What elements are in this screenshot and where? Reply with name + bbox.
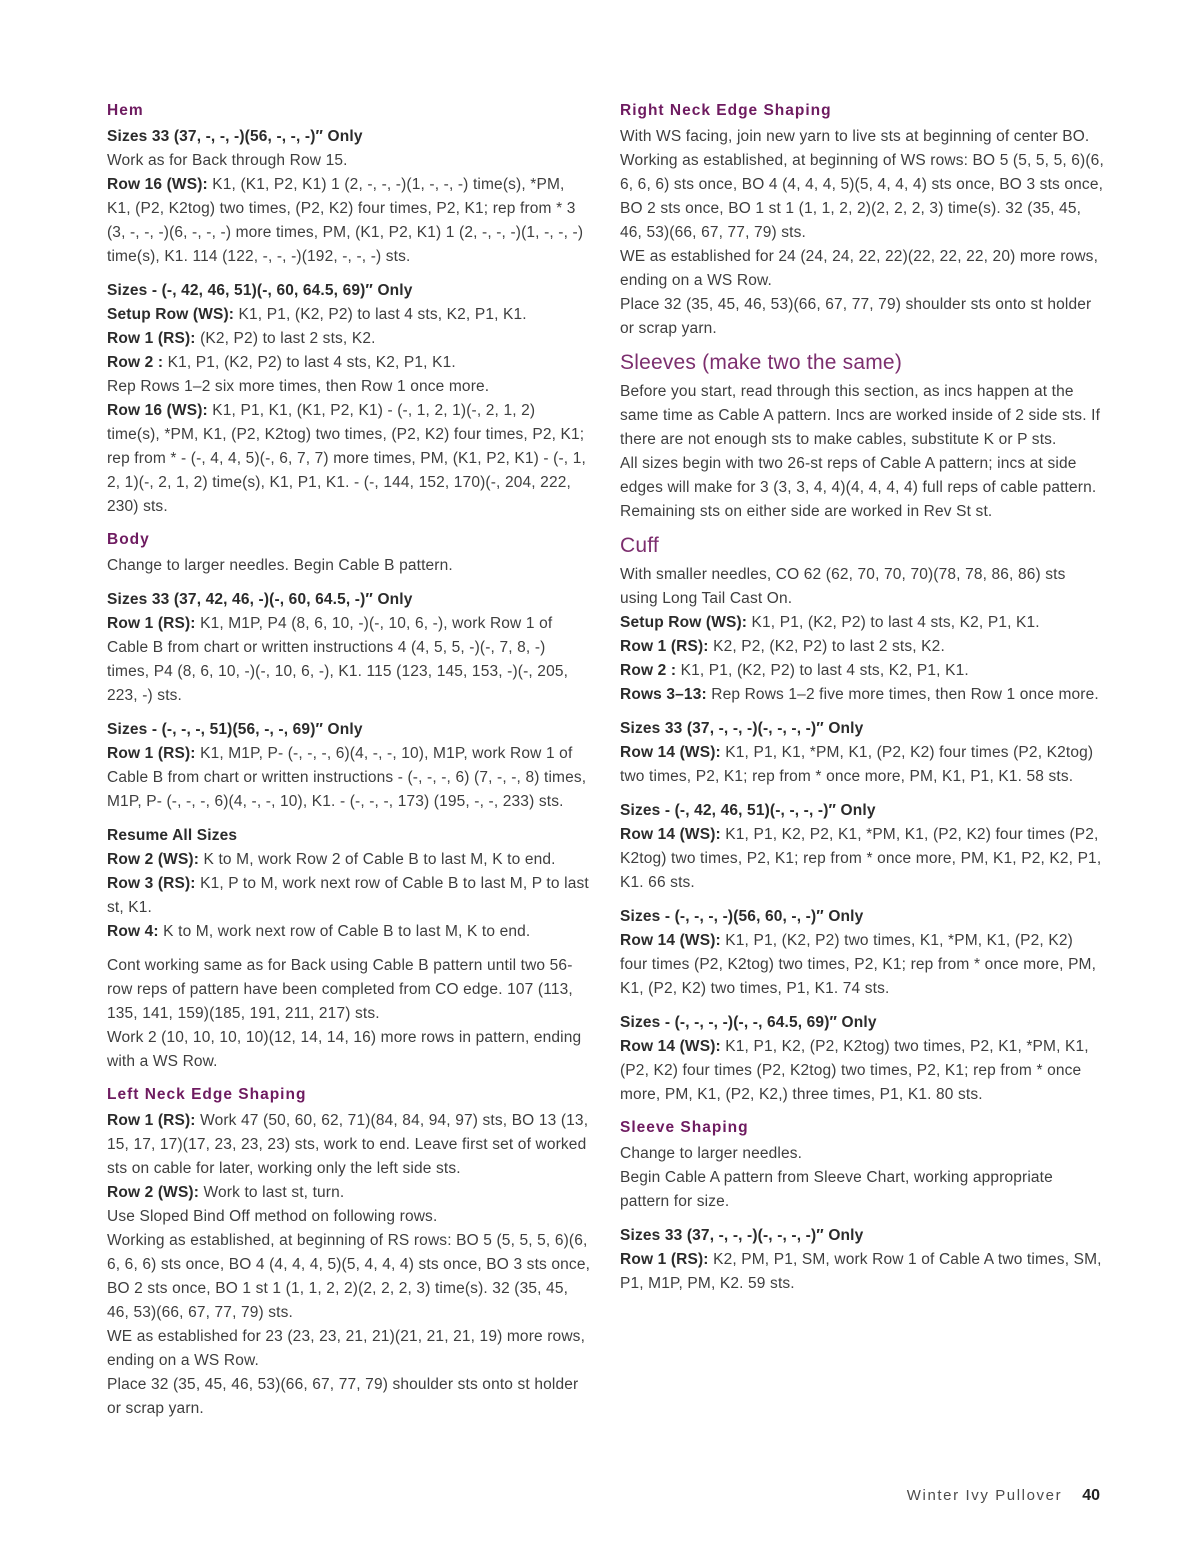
pattern-paragraph [620,1248,1104,1296]
bold-run: Sizes - (-, -, -, -)(-, -, 64.5, 69)″ Only [620,1014,877,1031]
pattern-paragraph [620,125,1104,149]
pattern-paragraph [620,611,1104,635]
text-run: K2, P2, (K2, P2) to last 2 sts, K2. [713,638,945,655]
text-run: K1, P1, (K2, P2) to last 4 sts, K2, P1, K1. [238,306,527,323]
text-run: All sizes begin with two 26-st reps of Cable A pattern; incs at side edges will make for 3 (3, 3, 4, 4)(4, 4, 4, 4) full reps of cable pattern. Remaining sts on either side are worked in Rev St st. [620,455,1097,520]
text-run: Change to larger needles. [620,1145,803,1162]
text-run: Place 32 (35, 45, 46, 53)(66, 67, 77, 79) shoulder sts onto st holder or scrap yarn. [107,1376,579,1417]
pattern-paragraph [620,905,1104,929]
bold-run: Sizes - (-, 42, 46, 51)(-, -, -, -)″ Only [620,802,876,819]
pattern-paragraph [620,1224,1104,1248]
pattern-paragraph [620,1142,1104,1166]
text-run: With smaller needles, CO 62 (62, 70, 70, 70)(78, 78, 86, 86) sts using Long Tail Cast On. [620,566,1066,607]
text-run: Work to last st, turn. [203,1184,345,1201]
text-run: K1, P to M, work next row of Cable B to last M, P to last st, K1. [107,875,589,916]
text-run: K1, P1, K1, *PM, K1, (P2, K2) four times (P2, K2tog) two times, P2, K1; rep from * once more, PM, K1, P1, K1. 58 sts. [620,744,1094,785]
pattern-paragraph [107,1109,591,1181]
bold-run: Row 14 (WS): [620,826,726,843]
pattern-paragraph [620,741,1104,789]
pattern-paragraph [620,293,1104,341]
text-run: K1, P1, (K2, P2) two times, K1, *PM, K1, (P2, K2) four times (P2, K2tog) two times, P2, K1; rep from * once more, PM, K1, (P2, K2) two times, P1, K1. 74 sts. [620,932,1097,997]
bold-run: Row 2 : [620,662,681,679]
pattern-paragraph [620,149,1104,245]
pattern-paragraph [107,554,591,578]
pattern-paragraph [620,563,1104,611]
text-run: K2, PM, P1, SM, work Row 1 of Cable A two times, SM, P1, M1P, PM, K2. 59 sts. [620,1251,1102,1292]
text-run: K1, M1P, P- (-, -, -, 6)(4, -, -, 10), M1P, work Row 1 of Cable B from chart or written instructions - (-, -, -, 6) (7, -, -, 8) times, M1P, P- (-, -, -, 6)(4, -, -, 10), K1. - (-, -, -, 173) (195, -, -, 233) sts. [107,745,587,810]
bold-run: Rows 3–13: [620,686,712,703]
bold-run: Row 14 (WS): [620,744,726,761]
text-run: K1, P1, (K2, P2) to last 4 sts, K2, P1, K1. [167,354,456,371]
pattern-paragraph [107,375,591,399]
text-run: K1, P1, (K2, P2) to last 4 sts, K2, P1, K1. [751,614,1040,631]
pattern-paragraph [107,1325,591,1373]
bold-run: Sizes 33 (37, -, -, -)(-, -, -, -)″ Only [620,720,864,737]
pattern-paragraph [620,1166,1104,1214]
text-run: Rep Rows 1–2 five more times, then Row 1 once more. [711,686,1099,703]
pattern-paragraph [107,351,591,375]
bold-run: Row 1 (RS): [107,1112,201,1129]
bold-run: Sizes 33 (37, -, -, -)(56, -, -, -)″ Only [107,128,363,145]
bold-run: Sizes - (-, -, -, -)(56, 60, -, -)″ Only [620,908,864,925]
bold-run: Resume All Sizes [107,827,238,844]
pattern-paragraph [620,1011,1104,1035]
text-run: K1, P1, K2, P2, K1, *PM, K1, (P2, K2) four times (P2, K2tog) two times, P2, K1; rep from * once more, PM, K1, P2, K2, P1, K1. 66 sts. [620,826,1102,891]
bold-run: Sizes 33 (37, 42, 46, -)(-, 60, 64.5, -)″ Only [107,591,413,608]
bold-run: Setup Row (WS): [620,614,752,631]
pattern-paragraph [107,1205,591,1229]
pattern-paragraph [620,683,1104,707]
text-run: K1, P1, K1, (K1, P2, K1) - (-, 1, 2, 1)(-, 2, 1, 2) time(s), *PM, K1, (P2, K2tog) two times, (P2, K2) four times, P2, K1; rep from * - (-, 4, 4, 5)(-, 6, 7, 7) more times, PM, (K1, P2, K1) - (-, 1, 2, 1)(-, 2, 1, 2) time(s), K1, P1, K1. - (-, 144, 152, 170)(-, 204, 222, 230) sts. [107,402,586,515]
pattern-paragraph [107,718,591,742]
text-run: Place 32 (35, 45, 46, 53)(66, 67, 77, 79) shoulder sts onto st holder or scrap yarn. [620,296,1092,337]
footer-title: Winter Ivy Pullover [906,1487,1063,1504]
text-run: Working as established, at beginning of RS rows: BO 5 (5, 5, 5, 6)(6, 6, 6, 6) sts once, BO 4 (4, 4, 4, 5)(5, 4, 4, 4) sts once, BO 3 sts once, BO 2 sts once, BO 1 st 1 (1, 1, 2, 2)(2, 2, 2, 3) time(s). 32 (35, 45, 46, 53)(66, 67, 77, 79) sts. [107,1232,591,1321]
pattern-paragraph [107,588,591,612]
bold-run: Row 2 : [107,354,168,371]
section-heading: Sleeve Shaping [620,1119,749,1136]
pattern-paragraph [107,279,591,303]
text-run: K to M, work Row 2 of Cable B to last M, K to end. [203,851,556,868]
text-run: Before you start, read through this section, as incs happen at the same time as Cable A pattern. Incs are worked inside of 2 side sts. If there are not enough sts to make cables, substitute K or P sts. [620,383,1101,448]
section-heading-large: Cuff [620,534,659,557]
bold-run: Row 2 (WS): [107,851,204,868]
pattern-paragraph [107,742,591,814]
pattern-paragraph [107,872,591,920]
pattern-paragraph [620,452,1104,524]
section-heading: Right Neck Edge Shaping [620,102,832,119]
bold-run: Row 1 (RS): [107,330,201,347]
pattern-paragraph [620,659,1104,683]
pattern-paragraph [107,954,591,1026]
bold-run: Row 14 (WS): [620,932,726,949]
section-heading: Hem [107,102,144,119]
text-run: Working as established, at beginning of WS rows: BO 5 (5, 5, 5, 6)(6, 6, 6, 6) sts once, BO 4 (4, 4, 4, 5)(5, 4, 4, 4) sts once, BO 3 sts once, BO 2 sts once, BO 1 st 1 (1, 1, 2, 2)(2, 2, 2, 3) time(s). 32 (35, 45, 46, 53)(66, 67, 77, 79) sts. [620,152,1104,241]
section-heading: Body [107,531,150,548]
bold-run: Row 4: [107,923,164,940]
pattern-paragraph [107,920,591,944]
pattern-paragraph [107,1229,591,1325]
pattern-paragraph [107,824,591,848]
pattern-paragraph [107,173,591,269]
pattern-paragraph [107,125,591,149]
text-run: K1, P1, K2, (P2, K2tog) two times, P2, K1, *PM, K1, (P2, K2) four times (P2, K2tog) two times, P2, K1; rep from * once more, PM, K1, (P2, K2,) three times, P1, K1. 80 sts. [620,1038,1089,1103]
text-run: Cont working same as for Back using Cable B pattern until two 56-row reps of pattern have been completed from CO edge. 107 (113, 135, 141, 159)(185, 191, 211, 217) sts. [107,957,573,1022]
text-run: Rep Rows 1–2 six more times, then Row 1 once more. [107,378,490,395]
pattern-paragraph [620,245,1104,293]
text-run: Use Sloped Bind Off method on following rows. [107,1208,438,1225]
text-run: Begin Cable A pattern from Sleeve Chart, working appropriate pattern for size. [620,1169,1053,1210]
pattern-paragraph [620,799,1104,823]
text-run: Change to larger needles. Begin Cable B pattern. [107,557,453,574]
column-right [620,99,1104,1296]
text-run: With WS facing, join new yarn to live sts at beginning of center BO. [620,128,1090,145]
text-run: (K2, P2) to last 2 sts, K2. [200,330,376,347]
pattern-paragraph [107,612,591,708]
text-run: K1, P1, (K2, P2) to last 4 sts, K2, P1, K1. [680,662,969,679]
bold-run: Row 1 (RS): [620,638,714,655]
pattern-paragraph [107,1181,591,1205]
pattern-paragraph [620,635,1104,659]
bold-run: Row 3 (RS): [107,875,201,892]
pattern-paragraph [620,929,1104,1001]
bold-run: Row 14 (WS): [620,1038,726,1055]
pattern-paragraph [107,149,591,173]
bold-run: Row 16 (WS): [107,402,213,419]
section-heading: Left Neck Edge Shaping [107,1086,307,1103]
bold-run: Setup Row (WS): [107,306,239,323]
bold-run: Row 1 (RS): [107,615,201,632]
text-run: Work 47 (50, 60, 62, 71)(84, 84, 94, 97) sts, BO 13 (13, 15, 17, 17)(17, 23, 23, 23) sts, work to end. Leave first set of worked sts on cable for later, working only the left side sts. [107,1112,589,1177]
pattern-paragraph [620,380,1104,452]
pattern-paragraph [107,303,591,327]
pattern-paragraph [107,1026,591,1074]
text-run: Work 2 (10, 10, 10, 10)(12, 14, 14, 16) more rows in pattern, ending with a WS Row. [107,1029,582,1070]
text-run: WE as established for 23 (23, 23, 21, 21)(21, 21, 21, 19) more rows, ending on a WS Row. [107,1328,586,1369]
bold-run: Row 2 (WS): [107,1184,204,1201]
bold-run: Row 1 (RS): [107,745,201,762]
pattern-paragraph [107,848,591,872]
page-number: 40 [1082,1487,1100,1504]
section-heading-large: Sleeves (make two the same) [620,351,903,374]
bold-run: Row 1 (RS): [620,1251,714,1268]
pattern-paragraph [107,1373,591,1421]
text-run: K1, (K1, P2, K1) 1 (2, -, -, -)(1, -, -, -) time(s), *PM, K1, (P2, K2tog) two times, (P2, K2) four times, P2, K1; rep from * 3 (3, -, -, -)(6, -, -, -) more times, PM, (K1, P2, K1) 1 (2, -, -, -)(1, -, -, -) time(s), K1. 114 (122, -, -, -)(192, -, -, -) sts. [107,176,584,265]
column-left [107,99,591,1421]
pattern-paragraph [107,327,591,351]
page-footer [907,1487,1100,1505]
bold-run: Row 16 (WS): [107,176,213,193]
bold-run: Sizes 33 (37, -, -, -)(-, -, -, -)″ Only [620,1227,864,1244]
bold-run: Sizes - (-, -, -, 51)(56, -, -, 69)″ Only [107,721,363,738]
text-run: K to M, work next row of Cable B to last M, K to end. [163,923,531,940]
pattern-paragraph [620,717,1104,741]
text-run: K1, M1P, P4 (8, 6, 10, -)(-, 10, 6, -), work Row 1 of Cable B from chart or written instructions 4 (4, 5, 5, -)(-, 7, 8, -) times, P4 (8, 6, 10, -)(-, 10, 6, -), K1. 115 (123, 145, 153, -)(-, 205, 223, -) sts. [107,615,569,704]
bold-run: Sizes - (-, 42, 46, 51)(-, 60, 64.5, 69)″ Only [107,282,413,299]
pattern-paragraph [620,1035,1104,1107]
pattern-paragraph [620,823,1104,895]
text-run: WE as established for 24 (24, 24, 22, 22)(22, 22, 22, 20) more rows, ending on a WS Row. [620,248,1099,289]
pattern-paragraph [107,399,591,519]
text-run: Work as for Back through Row 15. [107,152,348,169]
